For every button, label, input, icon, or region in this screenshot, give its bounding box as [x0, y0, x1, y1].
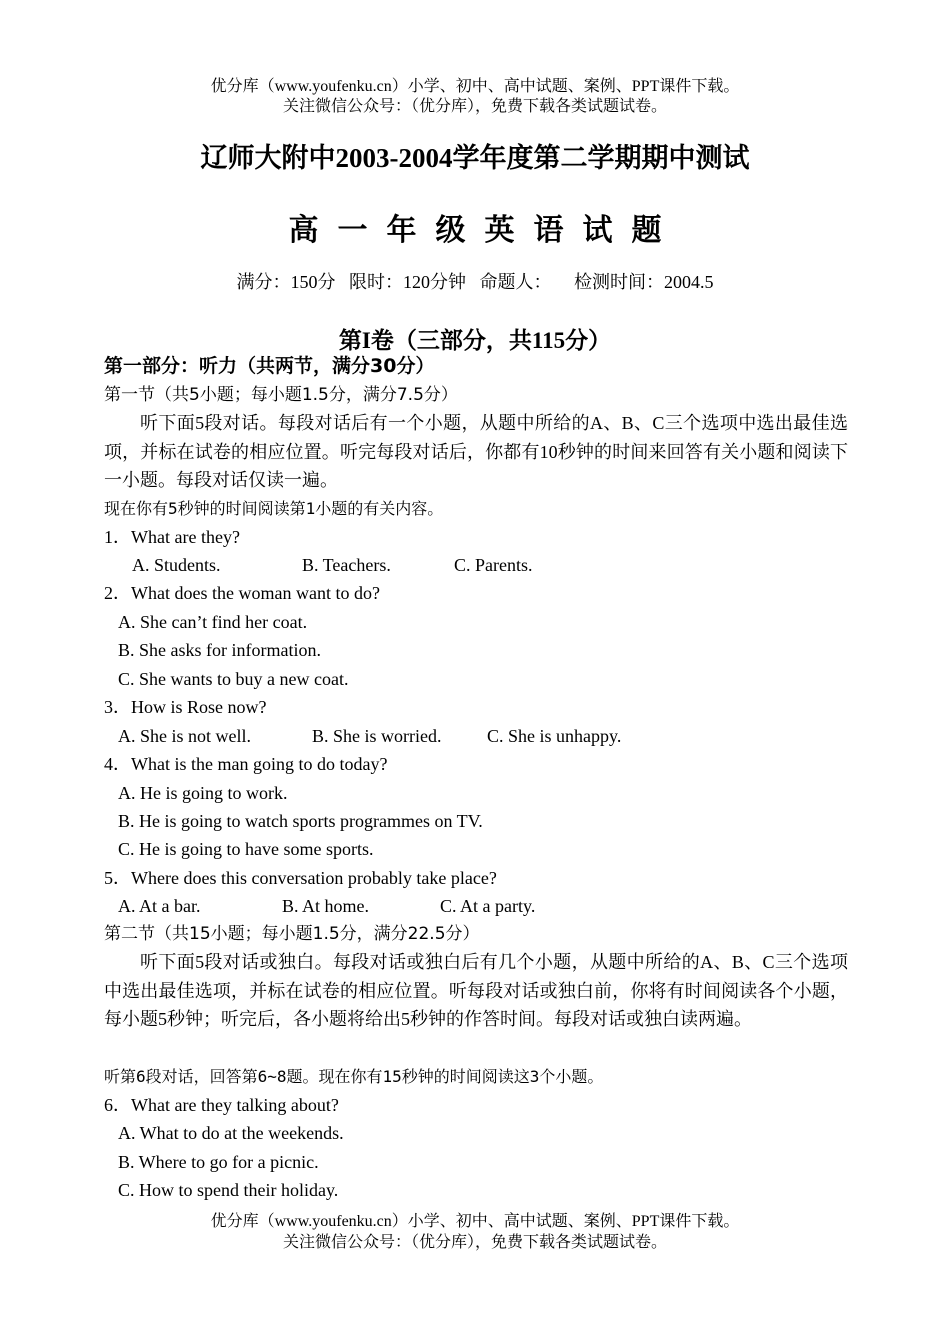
question-1: 1．What are they?	[104, 527, 240, 547]
section2-prompt: 听第6段对话，回答第6~8题。现在你有15秒钟的时间阅读这3个小题。	[104, 1067, 604, 1086]
exam-subtitle: 高一年级英语试题	[288, 214, 681, 247]
question-1-option-c: C. Parents.	[454, 555, 533, 575]
footer-line-1: 优分库（www.youfenku.cn）小学、初中、高中试题、案例、PPT课件下载。	[210, 1213, 740, 1230]
exam-meta: 满分：150分 限时：120分钟 命题人： 检测时间：2004.5	[236, 272, 714, 292]
question-6: 6．What are they talking about?	[104, 1095, 339, 1115]
question-4-option-b: B. He is going to watch sports programmes on TV.	[118, 811, 483, 831]
question-2: 2．What does the woman want to do?	[104, 583, 380, 603]
question-3-option-c: C. She is unhappy.	[487, 726, 622, 746]
question-4-option-a: A. He is going to work.	[118, 783, 288, 803]
volume-title: 第I卷（三部分，共115分）	[338, 328, 612, 353]
question-6-option-c: C. How to spend their holiday.	[118, 1180, 339, 1200]
question-6-option-b: B. Where to go for a picnic.	[118, 1152, 319, 1172]
footer-line-2: 关注微信公众号：（优分库），免费下载各类试题试卷。	[282, 1234, 667, 1251]
section1-instructions: 听下面5段对话。每段对话后有一个小题，从题中所给的A、B、C三个选项中选出最佳选项，并标在试卷的相应位置。听完每段对话后，你都有10秒钟的时间来回答有关小题和阅读下一小题。每段对话仅读一遍。	[104, 413, 848, 490]
section2-title: 第二节（共15小题；每小题1.5分，满分22.5分）	[104, 924, 480, 944]
question-3-option-a: A. She is not well.	[118, 726, 251, 746]
question-6-option-a: A. What to do at the weekends.	[118, 1123, 344, 1143]
question-5-option-a: A. At a bar.	[118, 896, 201, 916]
question-3-option-b: B. She is worried.	[312, 726, 442, 746]
question-5-option-c: C. At a party.	[440, 896, 536, 916]
question-3: 3．How is Rose now?	[104, 697, 267, 717]
question-2-option-a: A. She can’t find her coat.	[118, 612, 308, 632]
section1-title: 第一节（共5小题；每小题1.5分，满分7.5分）	[104, 385, 458, 405]
question-4-option-c: C. He is going to have some sports.	[118, 839, 374, 859]
exam-title: 辽师大附中2003-2004学年度第二学期期中测试	[200, 143, 750, 173]
question-1-option-b: B. Teachers.	[302, 555, 391, 575]
question-1-option-a: A. Students.	[132, 555, 221, 575]
section1-prompt: 现在你有5秒钟的时间阅读第1小题的有关内容。	[104, 499, 444, 518]
question-2-option-b: B. She asks for information.	[118, 640, 321, 660]
section2-instructions: 听下面5段对话或独白。每段对话或独白后有几个小题，从题中所给的A、B、C三个选项中选出最佳选项，并标在试卷的相应位置。听每段对话或独白前，你将有时间阅读各个小题，每小题5秒钟；听完后，各小题将给出5秒钟的作答时间。每段对话或独白读两遍。	[104, 952, 848, 1029]
header-line-1: 优分库（www.youfenku.cn）小学、初中、高中试题、案例、PPT课件下载。	[210, 78, 740, 95]
question-2-option-c: C. She wants to buy a new coat.	[118, 669, 349, 689]
header-line-2: 关注微信公众号：（优分库），免费下载各类试题试卷。	[282, 98, 667, 115]
question-5-option-b: B. At home.	[282, 896, 370, 916]
question-5: 5．Where does this conversation probably take place?	[104, 868, 497, 888]
part1-title: 第一部分：听力（共两节，满分30分）	[104, 355, 435, 377]
question-4: 4．What is the man going to do today?	[104, 754, 388, 774]
